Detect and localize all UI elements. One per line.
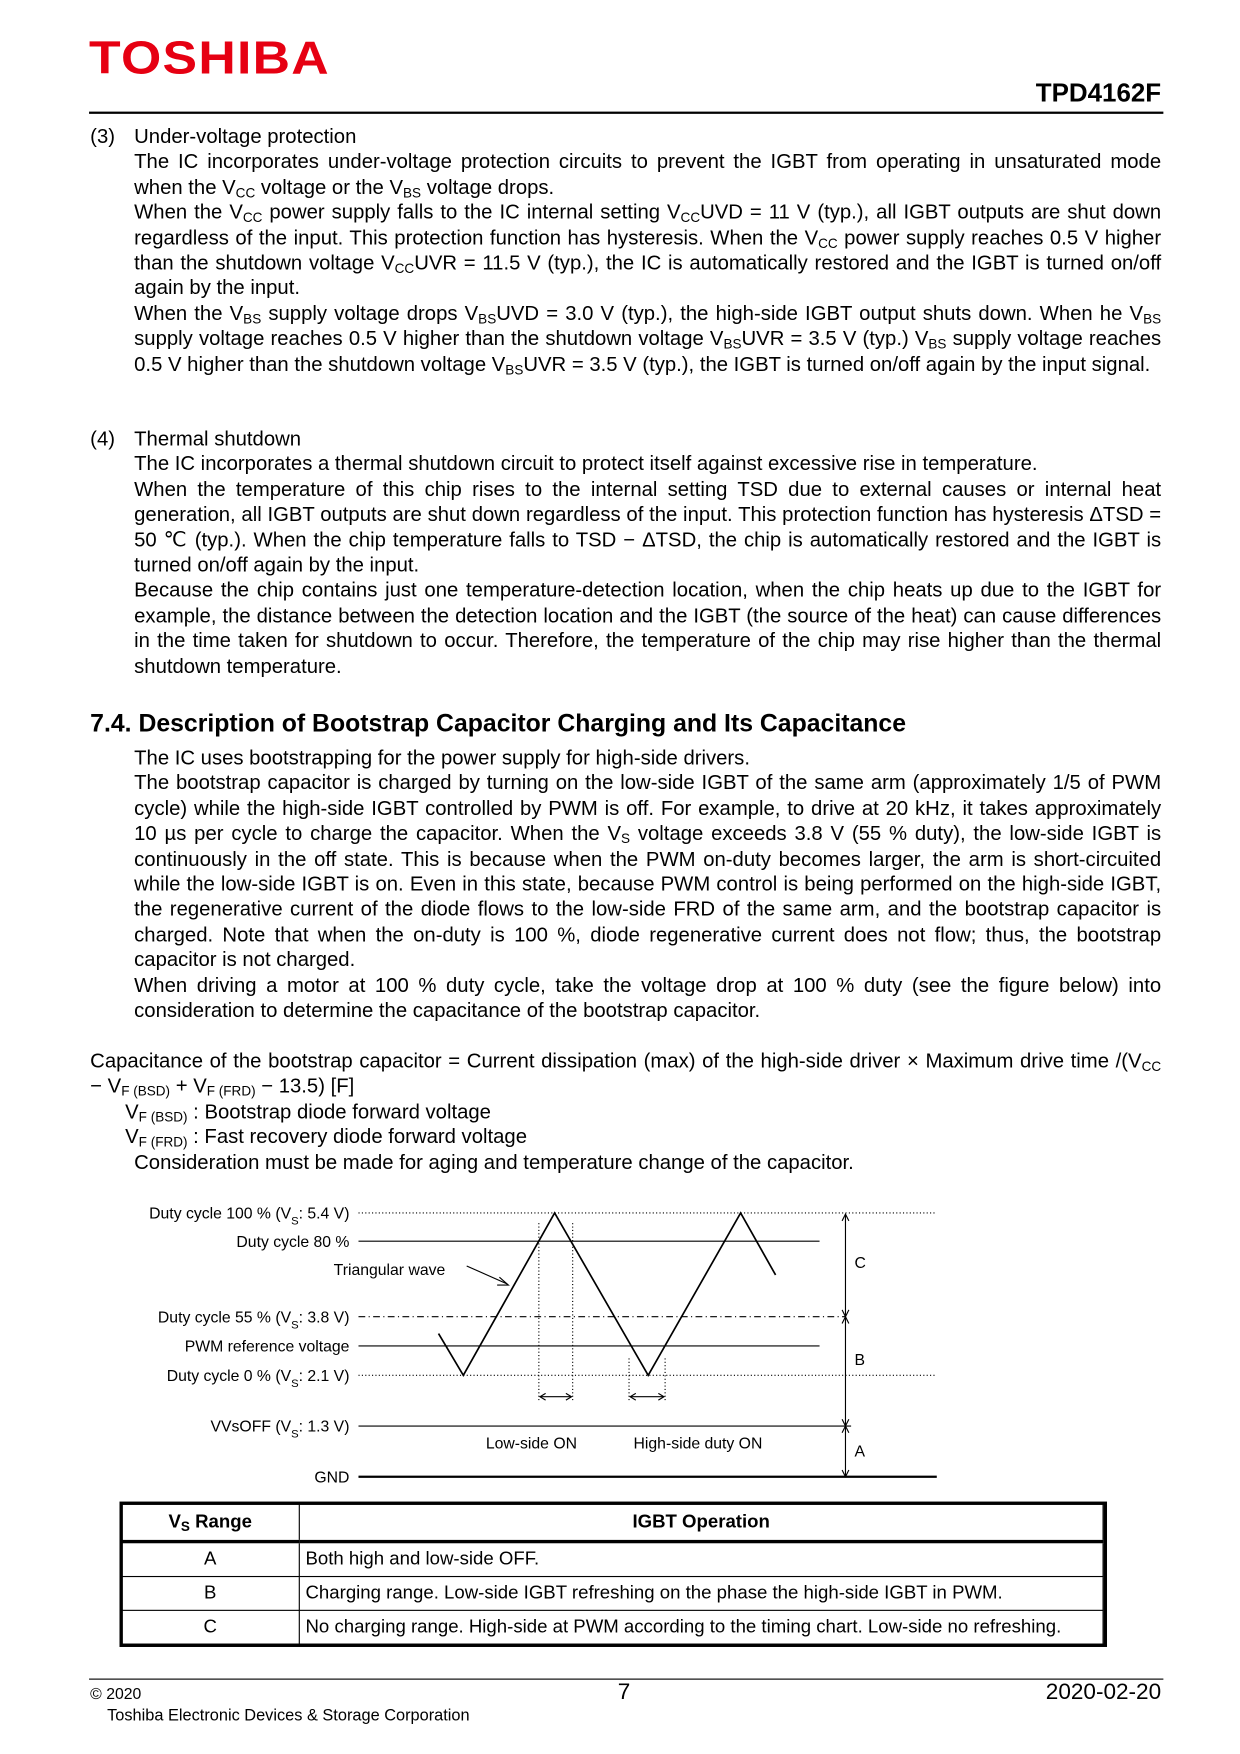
cell-range: C (121, 1610, 299, 1644)
section-number: (4) (90, 427, 115, 450)
column-header-igbt-operation: IGBT Operation (299, 1503, 1103, 1541)
page-number: 7 (617, 1679, 631, 1705)
vs-range-table (121, 1503, 1104, 1645)
capacitance-formula: Capacitance of the bootstrap capacitor = Current dissipation (max) of the high-side driver × Maximum drive time $/(V_{CC} - V_{F (BSD)} + V_{F (FRD)} - 13.5)$ [F] (90, 1049, 1162, 1100)
range-arrows (842, 1214, 849, 1477)
triangular-wave-pointer (467, 1266, 508, 1284)
table-header-row (121, 1503, 1103, 1541)
paragraph: Because the chip contains just one temperature-detection location, when the chip heats up due to the IGBT for example, the distance between the detection location and the IGBT (the source of the heat) can cause differences in the time taken for shutdown to occur. Therefore, the temperature of the chip may rise higher than the thermal shutdown temperature. (134, 578, 1162, 678)
label-range-c: C (854, 1255, 866, 1273)
label-duty80: Duty cycle 80 % (236, 1233, 350, 1251)
label-duty55: Duty cycle 55 % ($V_S$: 3.8 V) (157, 1309, 350, 1332)
section-title: Thermal shutdown (134, 427, 302, 450)
document-id: TPD4162F (1035, 77, 1162, 108)
label-range-a: A (854, 1443, 866, 1461)
toshiba-logo: TOSHIBA (89, 31, 330, 84)
definition-vf-bsd: $V_{F (BSD)}$ : Bootstrap diode forward voltage (125, 1100, 491, 1125)
paragraph: When the $V_{BS}$ supply voltage drops $V_{BS}UVD = 3.0$ V (typ.), the high-side IGBT output shuts down. When he $V_{BS}$ supply voltage reaches 0.5 V higher than the shutdown voltage $V_{BS}UVR = 3.5$ V (typ.) $V_{BS}$ supply voltage reaches 0.5 V higher than the shutdown voltage $V_{BS}UVR = 3.5$ V (typ.), the IGBT is turned on/off again by the input signal. (134, 301, 1162, 378)
section-heading: 7.4. Description of Bootstrap Capacitor Charging and Its Capacitance (90, 709, 907, 738)
footer-date: 2020-02-20 (1045, 1679, 1162, 1705)
double-arrow-icon (630, 1393, 664, 1400)
label-duty100: Duty cycle 100 % ($V_S$: 5.4 V) (149, 1205, 350, 1228)
low-side-markers (539, 1223, 665, 1400)
footer-company: Toshiba Electronic Devices & Storage Corporation (107, 1706, 470, 1725)
label-pwm-reference: PWM reference voltage (184, 1338, 350, 1356)
paragraph: When the $V_{CC}$ power supply falls to the IC internal setting $V_{CC}UVD = 11$ V (typ.), all IGBT outputs are shut down regardless of the input. This protection function has hysteresis. When the $V_{CC}$ power supply reaches 0.5 V higher than the shutdown voltage $V_{CC}UVR = 11.5$ V (typ.), the IC is automatically restored and the IGBT is turned on/off again by the input. (134, 200, 1162, 300)
paragraph: The IC incorporates a thermal shutdown circuit to protect itself against excessive rise in temperature. (134, 452, 1038, 476)
triangular-wave (439, 1213, 776, 1375)
definition-vf-frd: $V_{F (FRD)}$ : Fast recovery diode forward voltage (125, 1125, 527, 1151)
cell-range: B (121, 1577, 299, 1611)
label-low-side-on: Low-side ON (485, 1435, 577, 1453)
paragraph: The IC incorporates under-voltage protection circuits to prevent the IGBT from operating in unsaturated mode when the $V_{CC}$ voltage or the $V_{BS}$ voltage drops. (134, 150, 1162, 201)
label-high-side-duty-on: High-side duty ON (633, 1435, 763, 1453)
consideration-note: Consideration must be made for aging and temperature change of the capacitor. (134, 1150, 854, 1174)
cell-operation: Both high and low-side OFF. (299, 1542, 1103, 1577)
section-number: (3) (90, 125, 115, 148)
column-header-vs-range: $V_S$ Range (121, 1503, 299, 1541)
table-row (121, 1542, 1103, 1577)
cell-range: A (121, 1542, 299, 1577)
table-row (121, 1577, 1103, 1611)
label-range-b: B (854, 1352, 866, 1370)
footer-copyright: © 2020 (90, 1684, 142, 1703)
pointer-arrowhead-icon (497, 1277, 508, 1285)
double-arrow-icon (540, 1393, 572, 1400)
label-triangular-wave: Triangular wave (333, 1261, 446, 1279)
paragraph: The IC uses bootstrapping for the power supply for high-side drivers. (134, 746, 750, 769)
label-duty0: Duty cycle 0 % ($V_S$: 2.1 V) (166, 1367, 350, 1390)
section-title: Under-voltage protection (134, 125, 357, 148)
table-row (121, 1610, 1103, 1644)
paragraph: The bootstrap capacitor is charged by turning on the low-side IGBT of the same arm (approximately 1/5 of PWM cycle) while the high-side IGBT controlled by PWM is off. For example, to drive at 20 kHz, it takes approximately 10 µs per cycle to charge the capacitor. When the $V_S$ voltage exceeds 3.8 V (55 % duty), the low-side IGBT is continuously in the off state. This is because when the PWM on-duty becomes larger, the arm is short-circuited while the low-side IGBT is on. Even in this state, because PWM control is being performed on the high-side IGBT, the regenerative current of the diode flows to the low-side FRD of the same arm, and the bootstrap capacitor is charged. Note that when the on-duty is 100 %, diode regenerative current does not flow; thus, the bootstrap capacitor is not charged. (134, 771, 1162, 971)
paragraph: When the temperature of this chip rises to the internal setting TSD due to external causes or internal heat generation, all IGBT outputs are shut down regardless of the input. This protection function has hysteresis ΔTSD = 50 ℃ (typ.). When the chip temperature falls to TSD − ΔTSD, the chip is automatically restored and the IGBT is turned on/off again by the input. (134, 477, 1162, 577)
cell-operation: Charging range. Low-side IGBT refreshing on the phase the high-side IGBT in PWM. (299, 1577, 1103, 1611)
cell-operation: No charging range. High-side at PWM according to the timing chart. Low-side no refreshing. (299, 1610, 1103, 1644)
paragraph: When driving a motor at 100 % duty cycle, take the voltage drop at 100 % duty (see the figure below) into consideration to determine the capacitance of the bootstrap capacitor. (134, 973, 1162, 1022)
label-gnd: GND (314, 1469, 350, 1487)
label-vvsoff: VVsOFF ($V_S$: 1.3 V) (210, 1418, 350, 1441)
